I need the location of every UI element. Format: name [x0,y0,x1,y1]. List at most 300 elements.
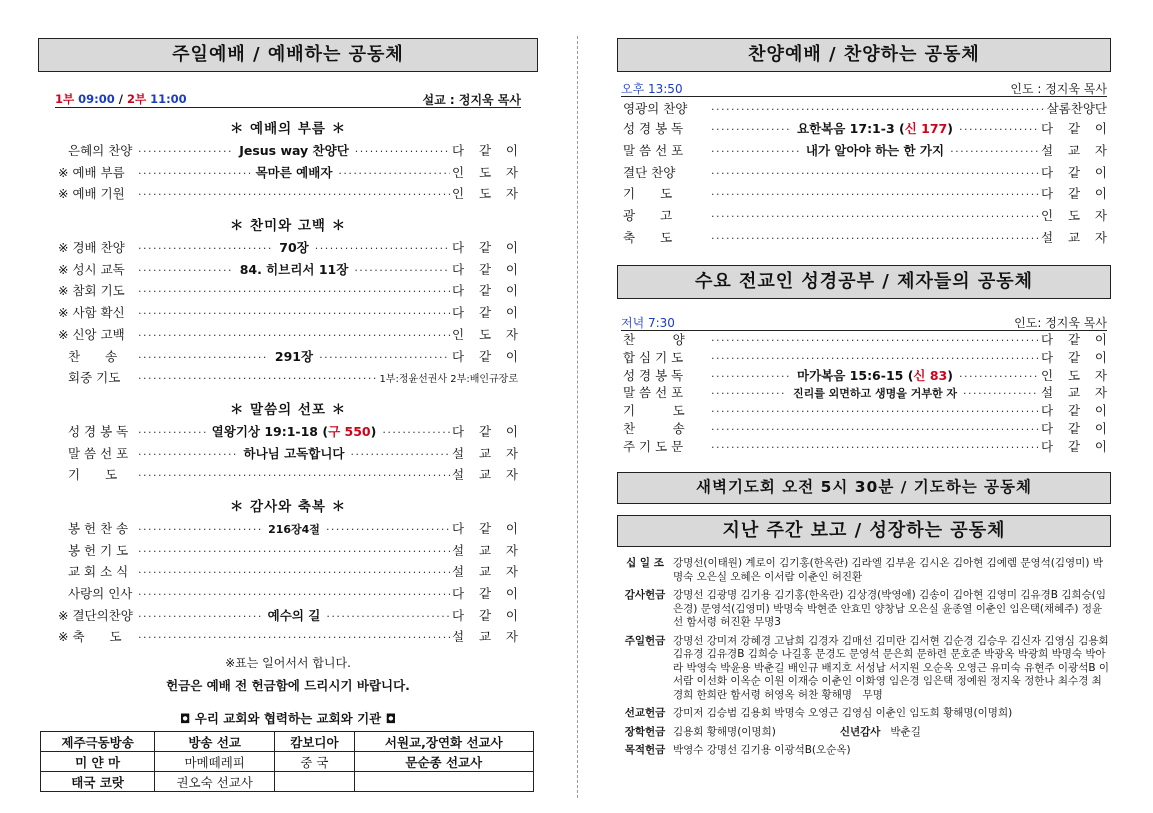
row-person [1041,162,1107,184]
order-row [58,605,518,627]
row-person-char: 다 [1041,332,1054,347]
leader-dots [959,119,1039,141]
row-person-char: 다 [452,520,465,536]
row-label: 주 기 도 문 [623,438,684,454]
row-content-text: 요한복음 17:1-3 ( [797,121,905,136]
leader-dots [138,141,233,163]
leader-dots [711,206,1039,228]
row-person-char: 교 [478,629,492,645]
order-row [58,259,518,281]
row-person-char: 자 [1094,367,1107,383]
row-label: ※ 예배 기원 [58,186,125,202]
leader-dots [138,281,450,303]
row-person-char: 같 [478,305,492,321]
report-label: 목적헌금 [624,744,666,756]
row-person-char: 이 [1094,420,1107,436]
row-person [452,421,518,443]
order-row [58,561,518,583]
row-content: 진리를 외면하고 생명을 거부한 자 [792,387,958,401]
leader-dots [138,465,450,487]
row-person-char: 자 [505,186,518,202]
partner-cell: 권오숙 선교사 [155,772,275,792]
order-row [58,583,518,605]
report-text: 강미저 김승범 김용회 박명숙 오영근 김영심 이춘인 임도희 황해명(이명희) [673,707,1013,719]
row-person-char: 같 [478,240,492,256]
order-row [623,162,1107,184]
row-person-char: 다 [451,348,465,364]
row-label: 봉 헌 찬 송 [68,520,129,536]
leader-dots [338,163,450,185]
row-person-char: 자 [1094,208,1107,224]
order-row [58,183,518,205]
order-row [623,205,1107,227]
leader-dots [326,519,450,541]
row-person-char: 이 [1094,121,1107,136]
row-content: 216장4절 [268,522,320,536]
partner-cell [275,772,355,792]
leader-dots [138,163,250,185]
row-person [452,140,518,162]
leader-dots [711,184,1039,206]
leader-dots [711,228,1039,250]
order-row [623,402,1107,420]
report-text: 강명선 강미져 강혜경 고남희 김경자 김매선 김미란 김서현 김순경 김승우 김신자 김영심 김용회 김유경 김유경B 김희승 나길홍 문경도 문영석 문은희 문하련 문호준 박광옥 박광희 박명숙 박아라 박영숙 박윤용 박춘길 배인규 배지호 서성남 서지원 오순옥 오영근 유미숙 유현주 이광석B 이서람 이선화 이옥순 이원 이재승 이춘인 이화영 임은경 임은택 정예원 정지욱 정한나 최수경 최경희 한희란 함서령 허영옥 허찬 황해명 무명 [673,634,1110,701]
row-label: 봉 헌 기 도 [68,542,129,558]
leader-dots [138,347,269,369]
row-person-char: 다 [452,261,465,277]
row-person-char: 다 [1041,164,1054,180]
leader-dots [711,119,791,141]
report-label: 선교헌금 [624,707,666,719]
row-person [452,583,518,605]
partner-cell: 제주극동방송 [41,732,155,752]
order-row [623,140,1107,162]
row-person [452,443,518,465]
row-person-char: 이 [505,240,518,256]
row-person-char: 다 [452,607,465,623]
row-label: 결단 찬양 [623,164,676,180]
hymn-number: 신 177 [904,121,948,136]
column-divider [577,36,578,798]
row-person-char: 자 [505,564,518,580]
leader-dots [950,141,1039,163]
first-service-time: 09:00 [78,92,115,106]
row-person-char: 다 [452,586,465,601]
row-person-char: 다 [1041,403,1054,419]
row-person-char: 같 [478,261,492,277]
report-label: 감사헌금 [624,589,666,601]
row-person-char: 자 [505,467,518,483]
leader-dots [138,184,450,206]
leader-dots [711,350,1039,368]
row-person [1041,384,1107,402]
row-person-char: 이 [505,305,518,321]
row-person-char: 같 [478,607,492,623]
report-row [617,726,1111,740]
dawn-prayer-title: 새벽기도회 오전 5시 30분 / 기도하는 공동체 [617,472,1111,504]
row-person-char: 교 [478,445,492,461]
order-row [623,384,1107,402]
row-person-char: 설 [452,629,465,645]
row-person-char: 교 [478,542,492,558]
row-person-char: 자 [505,326,518,342]
row-label: 회중 기도 [68,370,121,386]
wednesday-order [623,331,1107,456]
row-person-char: 같 [478,586,492,601]
order-row [58,421,518,443]
partner-cell: 중 국 [275,752,355,772]
row-person [452,302,518,324]
row-person-char: 다 [1040,121,1054,136]
row-label: ※ 참회 기도 [58,283,125,299]
row-label: 성 경 봉 독 [623,121,684,136]
order-row [58,280,518,302]
row-label: ※ 예배 부름 [58,164,125,180]
order-row [58,346,518,368]
report-row [617,557,1111,584]
leader-dots [138,584,450,606]
leader-dots [711,100,1045,119]
row-label: 말 씀 선 포 [623,142,684,158]
report-label: 장학헌금 [624,725,666,738]
praise-leader: 인도 : 정지욱 목사 [1010,82,1107,96]
row-content: 291장 [274,348,314,364]
wed-time: 저녁 7:30 [621,316,675,330]
row-person-char: 같 [478,143,492,158]
order-row [58,162,518,184]
row-person-char: 같 [478,423,492,439]
row-person-char: 도 [1067,208,1081,224]
leader-dots [959,368,1039,386]
row-person-char: 도 [478,164,492,180]
row-person-char: 이 [505,143,518,158]
leader-dots [138,260,234,282]
row-person-char: 자 [505,445,518,461]
row-content-text: 마가복음 15:6-15 ( [797,367,914,383]
row-label: 사랑의 인사 [68,586,133,601]
partner-row [41,732,534,752]
row-content-close: ) [947,121,953,136]
row-label: 기 도 [623,186,673,202]
praise-order [623,99,1107,249]
partner-cell: 마메떼레피 [155,752,275,772]
row-person-char: 도 [1067,367,1081,383]
row-person-char: 이 [505,586,518,601]
order-row [623,99,1107,118]
row-label: 성 경 봉 독 [623,367,684,383]
order-row [623,349,1107,367]
praise-rule [621,96,1107,97]
wed-leader: 인도: 정지욱 목사 [1014,316,1107,330]
preacher: 설교 : 정지욱 목사 [422,93,521,107]
row-person-char: 이 [1094,403,1107,419]
row-person-char: 설 [1040,142,1054,158]
leader-dots [138,444,238,466]
row-person-char: 인 [452,164,465,180]
report-text: 박영수 강명선 김기용 이광석B(오순옥) [673,744,851,756]
order-row [58,140,518,162]
row-person-char: 같 [1067,403,1081,419]
row-person [1041,402,1107,420]
row-person [452,346,518,368]
leader-dots [138,422,206,444]
order-of-worship [58,118,518,648]
leader-dots [138,519,262,541]
row-person-char: 자 [505,164,518,180]
partner-row [41,752,534,772]
row-person [1041,205,1107,227]
row-person [452,605,518,627]
order-row [58,518,518,540]
row-label: 축 도 [623,229,673,245]
second-service-label: 2부 [126,92,151,106]
leader-dots [138,303,450,325]
row-person-char: 설 [452,467,465,483]
row-person-char: 같 [1067,186,1081,202]
row-person-char: 다 [451,240,465,256]
service-times [55,91,187,108]
row-label: 은혜의 찬양 [68,143,133,158]
row-person [452,626,518,648]
report-row [617,707,1111,721]
standing-note: ※표는 일어서서 합니다. [225,656,351,670]
report-text: 강명선(이태원) 계로이 김기홍(한옥란) 김라엘 김부윤 김시온 김아현 김예렘 문영석(김영미) 박명숙 오은실 오혜은 이서람 이춘인 허진환 [673,557,1103,583]
row-person [452,464,518,486]
row-person-char: 교 [1067,142,1081,158]
leader-dots [138,238,273,260]
row-person [452,237,518,259]
row-content: 목마른 예배자 [255,164,333,180]
row-person-char: 설 [452,564,465,580]
row-person-char: 다 [452,143,465,158]
row-person-char: 설 [1041,385,1054,401]
row-person-char: 이 [505,348,518,364]
leader-dots [354,260,450,282]
order-row [623,183,1107,205]
row-person-char: 도 [478,186,492,202]
row-person [452,540,518,562]
order-row [58,367,518,389]
report-names [673,744,1111,758]
row-person-char: 설 [1041,229,1054,245]
report-row [617,744,1111,758]
row-person-char: 같 [1067,121,1081,136]
hymn-number: 구 550 [328,423,371,439]
partner-cell: 서원교,장연화 선교사 [354,732,533,752]
row-person-char: 이 [505,423,518,439]
row-person-char: 같 [1067,349,1081,365]
row-person-char: 다 [1041,186,1054,202]
report-names [673,557,1111,584]
row-person-char: 이 [1094,349,1107,365]
row-person-char: 자 [1094,142,1107,158]
leader-dots [711,163,1039,185]
report-row [617,635,1111,703]
weekly-report-title: 지난 주간 보고 / 성장하는 공동체 [617,515,1111,547]
partner-cell: 방송 선교 [155,732,275,752]
row-person-char: 인 [1041,208,1054,224]
row-content [793,118,957,140]
section-heading: ＊ 말씀의 선포 ＊ [229,401,347,418]
leader-dots [315,238,450,260]
row-person [1041,331,1107,349]
hymn-number: 신 83 [913,367,948,383]
row-content [208,421,381,443]
row-person-char: 다 [452,423,465,439]
row-person-char: 다 [1041,349,1054,365]
partner-table [40,731,534,792]
leader-dots [355,141,450,163]
report-label: 주일헌금 [624,634,666,647]
partner-title: ◘ 우리 교회와 협력하는 교회와 기관 ◘ [179,711,397,726]
row-label: 말 씀 선 포 [68,445,129,461]
row-person-char: 이 [505,283,518,299]
row-person-char: 이 [1094,186,1107,202]
row-content: 하나님 고독합니다 [243,445,345,461]
row-label: 교 회 소 식 [68,564,129,580]
report-extra-label: 신년감사 [839,725,881,738]
praise-time: 오후 13:50 [621,82,683,96]
leader-dots [138,606,262,628]
row-person-char: 이 [1094,332,1107,347]
row-person-char: 이 [505,607,518,623]
row-label: 영광의 찬양 [623,101,688,116]
section-heading: ＊ 감사와 축복 ＊ [229,498,347,515]
row-person [452,324,518,346]
row-label: 찬 송 [68,348,118,364]
row-label: ※ 결단의찬양 [58,607,133,623]
row-person-char: 도 [478,326,492,342]
row-person-char: 다 [452,283,465,299]
leader-dots [711,421,1039,439]
leader-dots [711,368,791,386]
report-extra-text: 박춘길 [890,725,921,738]
section-heading: ＊ 찬미와 고백 ＊ [229,218,347,235]
row-person-char: 같 [478,348,492,364]
row-person-char: 이 [505,261,518,277]
leader-dots [711,403,1039,421]
row-label: 찬 양 [623,332,685,347]
row-person-char: 같 [478,283,492,299]
row-content-text: 열왕기상 19:1-18 ( [211,423,329,439]
row-label: ※ 신앙 고백 [58,326,125,342]
order-row [623,367,1107,385]
leader-dots [711,439,1039,457]
report-text: 김용회 황해명(이명희) [673,725,776,738]
row-person-char: 설 [452,542,465,558]
row-person-char: 다 [1041,420,1054,436]
row-person-char: 자 [505,542,518,558]
second-service-time: 11:00 [150,92,187,106]
row-person-char: 같 [1067,332,1081,347]
row-person [1041,367,1107,385]
leader-dots [319,347,450,369]
offering-note: 헌금은 예배 전 헌금함에 드리시기 바랍니다. [166,678,410,693]
row-label: 합 심 기 도 [623,349,684,365]
order-row [58,237,518,259]
leader-dots [138,325,450,347]
row-person-char: 이 [1094,164,1107,180]
row-person: 1부:정윤선권사 2부:배인규장로 [379,374,518,386]
row-label: 기 도 [68,467,118,483]
leader-dots [138,627,450,649]
row-person [1041,118,1107,140]
row-person [1041,438,1107,456]
row-person [1041,227,1107,249]
leader-dots [326,606,450,628]
row-person-char: 같 [478,520,492,536]
wednesday-title: 수요 전교인 성경공부 / 제자들의 공동체 [617,265,1111,299]
row-label: ※ 사함 확신 [58,305,125,321]
row-person-char: 이 [1094,438,1107,454]
order-row [623,438,1107,456]
row-content [793,367,957,385]
order-row [623,420,1107,438]
leader-dots [711,141,800,163]
row-content: 84. 히브리서 11장 [239,261,349,277]
row-person-char: 인 [1040,367,1054,383]
report-names [673,707,1111,721]
order-row [58,324,518,346]
order-row [58,464,518,486]
leader-dots [350,444,450,466]
row-label: 말 씀 선 포 [623,385,684,401]
first-service-label: 1부 [55,92,79,106]
row-person-char: 자 [1094,229,1107,245]
order-row [58,626,518,648]
time-line-rule [55,107,521,108]
row-person [452,280,518,302]
report-names [673,589,1111,630]
order-row [623,118,1107,140]
row-label: ※ 경배 찬양 [58,240,125,256]
row-person-char: 같 [1067,438,1081,454]
praise-worship-title: 찬양예배 / 찬양하는 공동체 [617,38,1111,72]
order-row [58,540,518,562]
row-person: 살롬찬양단 [1046,101,1107,116]
partner-cell: 캄보디아 [275,732,355,752]
row-person-char: 다 [452,305,465,321]
leader-dots [138,541,450,563]
row-person-char: 교 [1067,385,1081,401]
report-row [617,589,1111,630]
praise-time-line [621,80,1107,97]
row-person-char: 같 [1067,420,1081,436]
sunday-time-line [55,91,521,108]
row-person [452,259,518,281]
row-person-char: 교 [478,467,492,483]
row-person-char: 자 [505,629,518,645]
row-person [1041,183,1107,205]
partner-cell: 미 얀 마 [41,752,155,772]
row-person-char: 교 [1067,229,1081,245]
row-person [452,518,518,540]
leader-dots [382,422,450,444]
report-text: 강명선 김광명 김기용 김기홍(한옥란) 김상경(박영애) 김송이 김아현 김영미 김유경B 김희승(임은경) 문영석(김영미) 박명숙 박현준 안효민 양창남 오은실 윤종열 이춘인 임은택(채혜주) 정윤선 함서령 허진환 무명3 [673,589,1107,628]
row-label: ※ 성시 교독 [58,261,125,277]
leader-dots [711,332,1039,350]
row-label: 기 도 [623,403,685,419]
order-row [623,331,1107,349]
report-names [673,635,1111,703]
report-label: 십 일 조 [626,557,664,569]
row-content-close: ) [947,367,953,383]
wed-time-line [621,314,1107,331]
row-person [1041,349,1107,367]
partner-cell: 문순종 선교사 [354,752,533,772]
row-person [452,162,518,184]
row-content-close: ) [370,423,377,439]
